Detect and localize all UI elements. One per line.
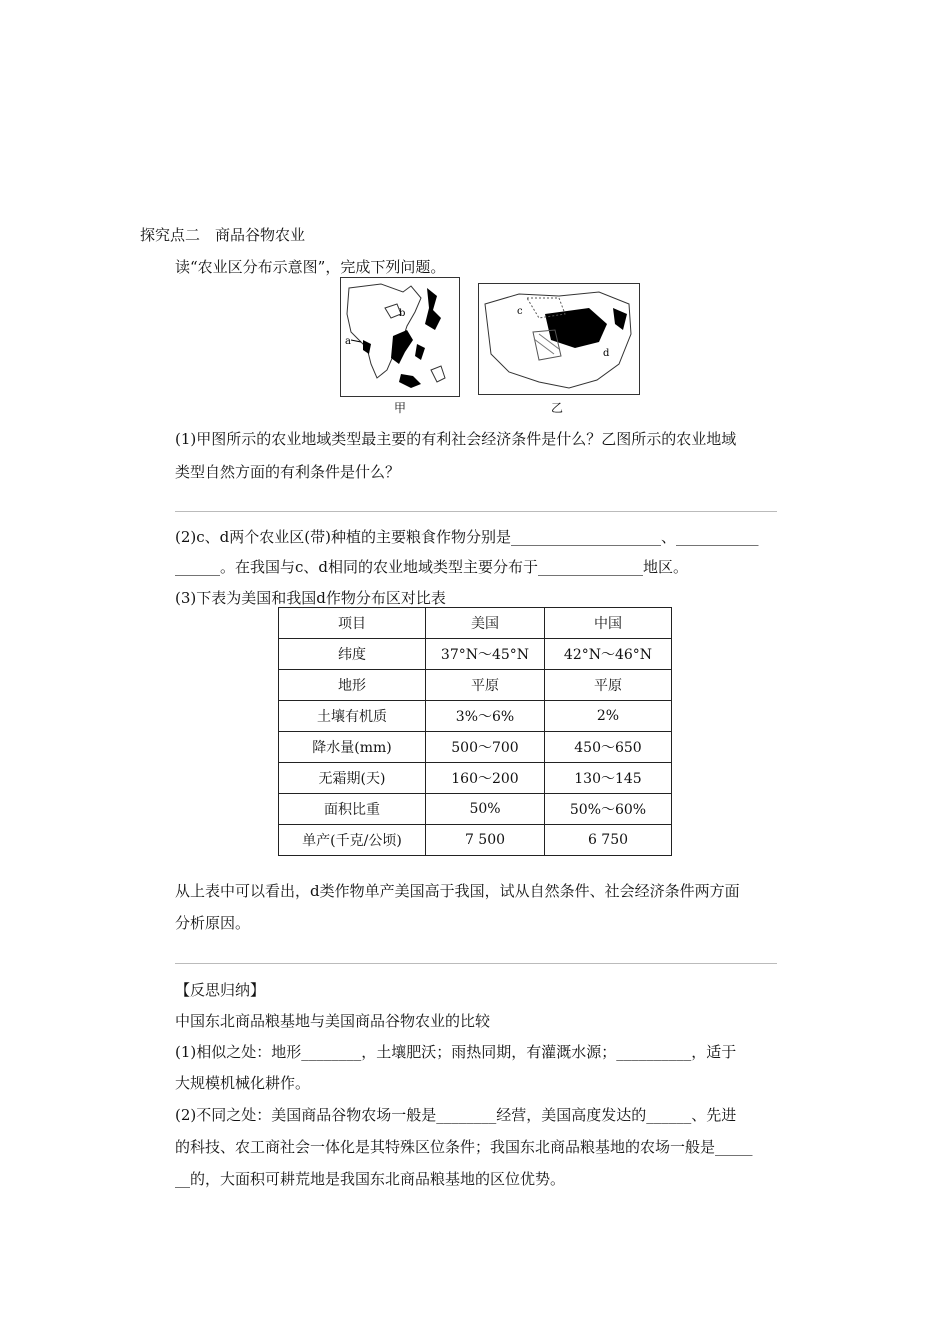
map-yi-caption: 乙: [551, 401, 564, 415]
asia-map-image: [341, 278, 459, 396]
table-cell: 50%: [426, 794, 545, 825]
table-cell: 无霜期(天): [279, 763, 426, 794]
table-row: [279, 825, 672, 856]
table-header-row: [279, 608, 672, 639]
q2-line1: (2)c、d两个农业区(带)种植的主要粮食作物分别是____________________、___________: [175, 528, 759, 546]
q3-line1: (3)下表为美国和我国d作物分布区对比表: [175, 589, 446, 607]
q1-line1: (1)甲图所示的农业地域类型最主要的有利社会经济条件是什么？乙图所示的农业地域: [175, 430, 737, 448]
table-cell: 地形: [279, 670, 426, 701]
header-cell: 项目: [279, 608, 426, 639]
reflection-subtitle: 中国东北商品粮基地与美国商品谷物农业的比较: [175, 1012, 491, 1030]
table-cell: 纬度: [279, 639, 426, 670]
north-america-map-image: [479, 284, 639, 394]
table-row: [279, 794, 672, 825]
header-cell: 美国: [426, 608, 545, 639]
table-row: [279, 639, 672, 670]
map-label-d: d: [603, 348, 610, 359]
map-jia-caption: 甲: [394, 401, 407, 415]
table-cell: 平原: [426, 670, 545, 701]
table-row: [279, 732, 672, 763]
table-row: [279, 670, 672, 701]
q3-after-line2: 分析原因。: [175, 914, 251, 932]
table-cell: 42°N～46°N: [545, 639, 672, 670]
reflection-heading: 【反思归纳】: [175, 981, 266, 999]
reflection-p2-line3: __的，大面积可耕荒地是我国东北商品粮基地的区位优势。: [175, 1170, 566, 1188]
comparison-table: [278, 607, 672, 856]
table-cell: 单产(千克/公顷): [279, 825, 426, 856]
table-cell: 50%～60%: [545, 794, 672, 825]
reflection-p1-line1: (1)相似之处：地形________，土壤肥沃；雨热同期，有灌溉水源；__________，适于: [175, 1043, 737, 1061]
section-title: 探究点二 商品谷物农业: [140, 226, 306, 244]
table-cell: 2%: [545, 701, 672, 732]
table-cell: 3%～6%: [426, 701, 545, 732]
header-cell: 中国: [545, 608, 672, 639]
table-cell: 130～145: [545, 763, 672, 794]
intro-text: 读“农业区分布示意图”，完成下列问题。: [175, 258, 446, 276]
map-yi: [478, 283, 640, 395]
reflection-p1-line2: 大规模机械化耕作。: [175, 1074, 311, 1092]
table-cell: 7 500: [426, 825, 545, 856]
table-row: [279, 763, 672, 794]
map-jia: [340, 277, 460, 397]
table-cell: 土壤有机质: [279, 701, 426, 732]
q3-answer-line: [175, 963, 777, 964]
table-cell: 160～200: [426, 763, 545, 794]
table-cell: 450～650: [545, 732, 672, 763]
table-cell: 37°N～45°N: [426, 639, 545, 670]
map-label-b: b: [399, 308, 406, 319]
table-cell: 降水量(mm): [279, 732, 426, 763]
table-cell: 平原: [545, 670, 672, 701]
map-label-a: a: [345, 336, 351, 347]
reflection-p2-line1: (2)不同之处：美国商品谷物农场一般是________经营，美国高度发达的______、先进: [175, 1106, 737, 1124]
map-label-c: c: [517, 306, 523, 317]
q1-line2: 类型自然方面的有利条件是什么？: [175, 463, 401, 481]
reflection-p2-line2: 的科技、农工商社会一体化是其特殊区位条件；我国东北商品粮基地的农场一般是_____: [175, 1138, 753, 1156]
table-row: [279, 701, 672, 732]
q2-line2: ______。在我国与c、d相同的农业地域类型主要分布于______________地区。: [175, 558, 689, 576]
q1-answer-line: [175, 511, 777, 512]
table-cell: 面积比重: [279, 794, 426, 825]
table-cell: 6 750: [545, 825, 672, 856]
q3-after-line1: 从上表中可以看出，d类作物单产美国高于我国，试从自然条件、社会经济条件两方面: [175, 882, 740, 900]
table-cell: 500～700: [426, 732, 545, 763]
